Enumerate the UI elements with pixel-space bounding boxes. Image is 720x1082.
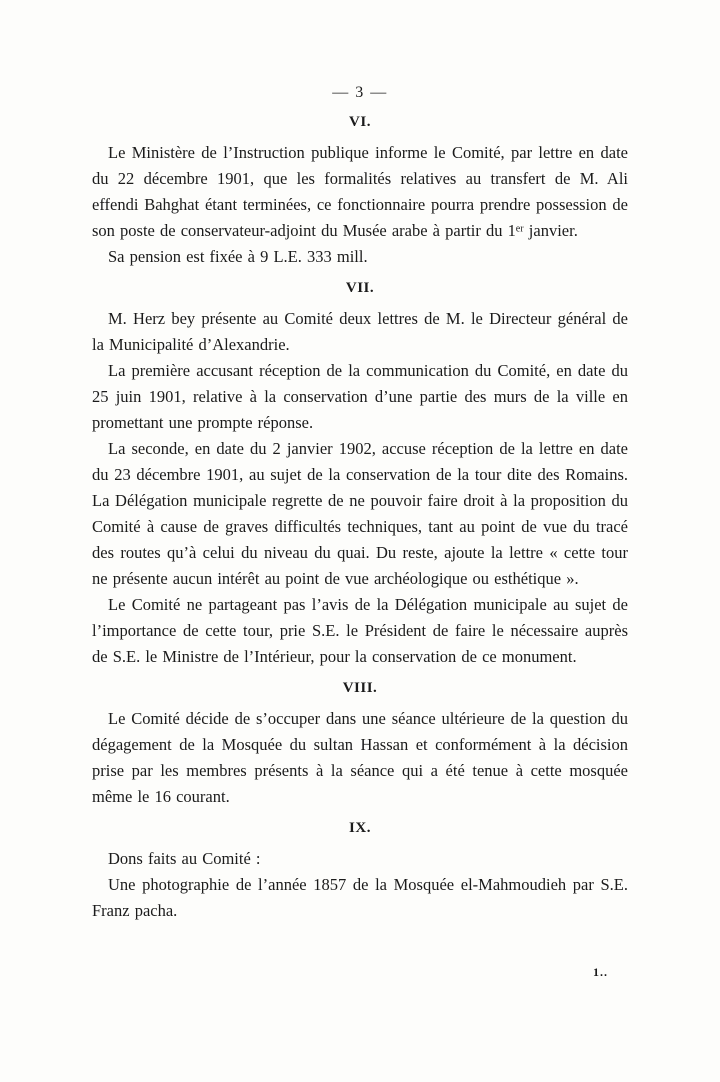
paragraph: Le Comité décide de s’occuper dans une séance ultérieure de la question du dégagement de la Mosquée du sultan Hassan et conformément à la décision prise par les membres présents à la séance qui a été tenue à cette mosquée même le 16 courant. bbox=[92, 709, 628, 806]
paragraph: Le Ministère de l’Instruction publique informe le Comité, par lettre en date du 22 décembre 1901, que les formalités relatives au transfert de M. Ali effendi Bahghat étant terminées, ce fonctionnaire pourra prendre possession de son poste de conservateur-adjoint du Musée arabe à partir du 1ᵉʳ janvier. bbox=[92, 143, 628, 240]
section-heading-vii: VII. bbox=[345, 280, 375, 296]
section-heading-viii: VIII. bbox=[342, 680, 378, 696]
section-heading-ix: IX. bbox=[349, 820, 371, 836]
signature-mark: 1.. bbox=[593, 965, 608, 979]
section-ix bbox=[92, 820, 628, 924]
section-viii bbox=[92, 680, 628, 810]
section-heading-vi: VI. bbox=[349, 114, 371, 130]
paragraph: M. Herz bey présente au Comité deux lettres de M. le Directeur général de la Municipalité d’Alexandrie. bbox=[92, 309, 628, 354]
section-vii bbox=[92, 280, 628, 670]
paragraph: La seconde, en date du 2 janvier 1902, accuse réception de la lettre en date du 23 décembre 1901, au sujet de la conservation de la tour dite des Romains. La Délégation municipale regrette de ne pouvoir faire droit à la proposition du Comité à cause de graves difficultés techniques, tant au point de vue du tracé des routes qu’à celui du niveau du quai. Du reste, ajoute la lettre « cette tour ne présente aucun intérêt au point de vue archéologique ou esthétique ». bbox=[92, 439, 628, 588]
paragraph: Sa pension est fixée à 9 L.E. 333 mill. bbox=[108, 247, 368, 266]
paragraph: La première accusant réception de la communication du Comité, en date du 25 juin 1901, relative à la conservation d’une partie des murs de la ville en promettant une prompte réponse. bbox=[92, 361, 628, 432]
page-number: — 3 — bbox=[332, 84, 388, 101]
paragraph: Le Comité ne partageant pas l’avis de la Délégation municipale au sujet de l’importance de cette tour, prie S.E. le Président de faire le nécessaire auprès de S.E. le Ministre de l’Intérieur, pour la conservation de ce monument. bbox=[92, 595, 628, 666]
paragraph: Dons faits au Comité : bbox=[108, 849, 261, 868]
paragraph: Une photographie de l’année 1857 de la Mosquée el-Mahmoudieh par S.E. Franz pacha. bbox=[92, 875, 628, 920]
section-vi bbox=[92, 114, 628, 270]
